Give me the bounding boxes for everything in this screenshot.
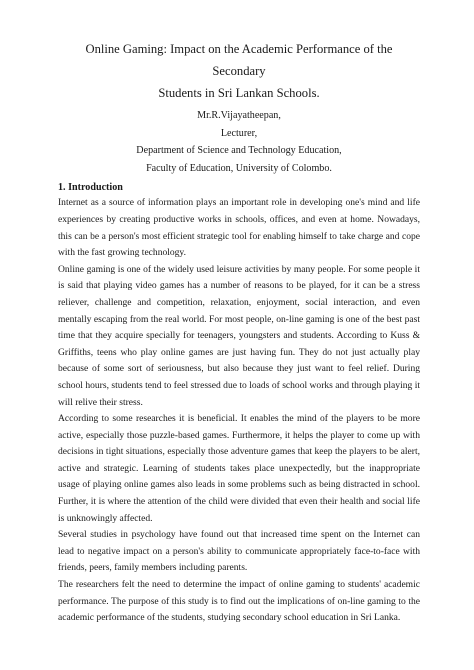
- paragraph-3: According to some researches it is beneficial. It enables the mind of the players to be more active, especially those puzzle-based games. Furthermore, it helps the player to come up with decisions in tight situations, especially those adventure games that keep the players to be alert, active and strategic. Learning of students takes place unexpectedly, but the inappropriate usage of playing online games also leads in some problems such as being distracted in school. Further, it is where the attention of the child were divided that even their health and social life is unknowingly affected.: [58, 413, 420, 524]
- paragraph-4: Several studies in psychology have found out that increased time spent on the Internet can lead to negative impact on a person's ability to communicate appropriately face-to-face with friends, peers, family members including parents.: [58, 529, 420, 574]
- author-faculty: Faculty of Education, University of Colombo.: [146, 162, 332, 174]
- document-page: [58, 38, 420, 627]
- paper-title-line-1: Online Gaming: Impact on the Academic Performance of the Secondary: [85, 42, 393, 78]
- author-name: Mr.R.Vijayatheepan,: [197, 110, 281, 121]
- author-position: Lecturer,: [220, 127, 258, 139]
- author-department: Department of Science and Technology Education,: [136, 145, 342, 157]
- paragraph-2: Online gaming is one of the widely used leisure activities by many people. For some people it is said that playing video games has a number of reasons to be played, for it can be a stress reliever, challenge and competition, relaxation, enjoyment, social interaction, and even mentally escaping from the real world. For most people, on-line gaming is one of the best past time that they acquire specially for teenagers, youngsters and students. According to Kuss & Griffiths, teens who play online games are just having fun. They do not just actually play because of some sort of seriousness, but also because they just want to feel relief. During school hours, students tend to feel stressed due to loads of school works and through playing it will relive their stress.: [58, 263, 420, 408]
- section-heading-introduction: 1. Introduction: [58, 182, 123, 194]
- paragraph-1: Internet as a source of information plays an important role in developing one's mind and life experiences by creating productive works in schools, offices, and even at home. Nowadays, this can be a person's most efficient strategic tool for enabling himself to take charge and cope with the fast growing technology.: [58, 197, 420, 259]
- paper-title-line-2: Students in Sri Lankan Schools.: [158, 86, 320, 100]
- paragraph-5: The researchers felt the need to determine the impact of online gaming to students' academic performance. The purpose of this study is to find out the implications of on-line gaming to the academic performance of the students, studying secondary school education in Sri Lanka.: [58, 579, 420, 624]
